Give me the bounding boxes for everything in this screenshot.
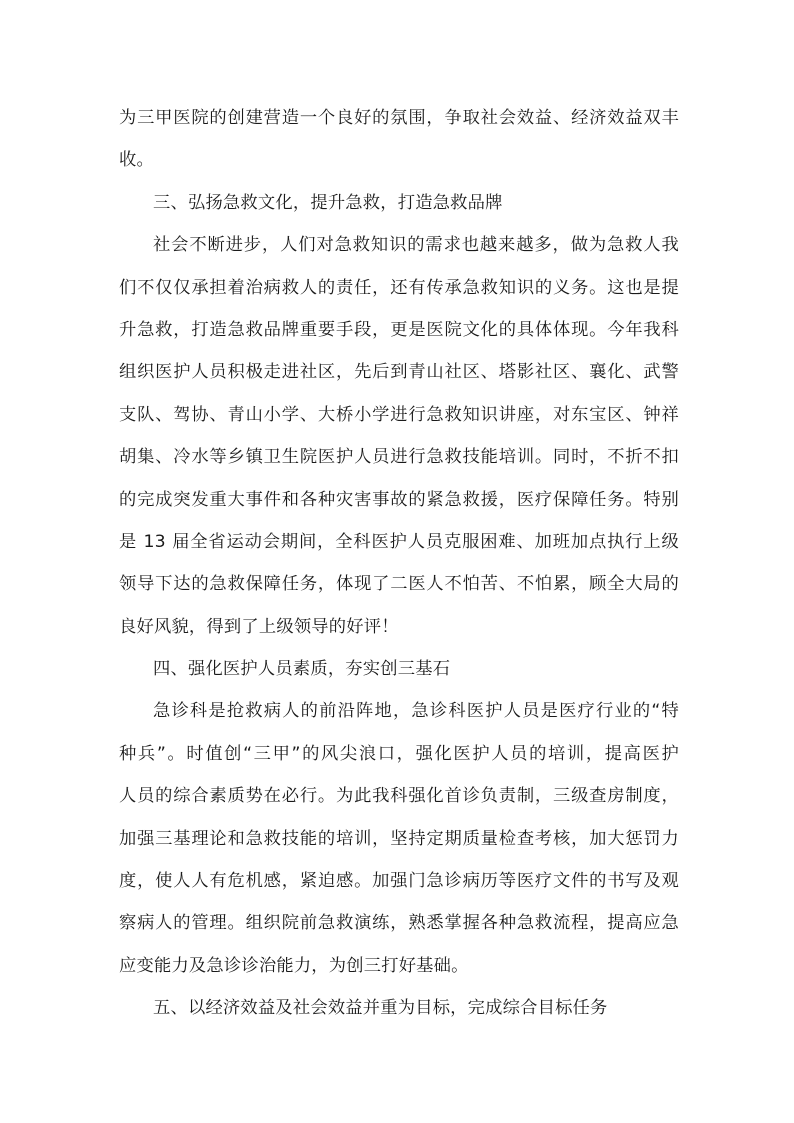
paragraph-line: 组织医护人员积极走进社区，先后到青山社区、塔影社区、襄化、武警: [119, 362, 679, 383]
paragraph-line: 升急救，打造急救品牌重要手段，更是医院文化的具体体现。今年我科: [119, 319, 679, 340]
paragraph-line: 应变能力及急诊诊治能力，为创三打好基础。: [119, 955, 469, 976]
section-heading: 三、弘扬急救文化，提升急救，打造急救品牌: [153, 192, 503, 213]
section-heading: 五、以经济效益及社会效益并重为目标，完成综合目标任务: [153, 998, 608, 1019]
paragraph-line: 是 13 届全省运动会期间，全科医护人员克服困难、加班加点执行上级: [119, 531, 679, 552]
paragraph-line: 们不仅仅承担着治病救人的责任，还有传承急救知识的义务。这也是提: [119, 277, 679, 298]
paragraph-line: 加强三基理论和急救技能的培训，坚持定期质量检查考核，加大惩罚力: [119, 828, 679, 849]
paragraph-line: 胡集、冷水等乡镇卫生院医护人员进行急救技能培训。同时，不折不扣: [119, 447, 679, 468]
paragraph-line: 收。: [119, 150, 154, 171]
paragraph-line: 人员的综合素质势在必行。为此我科强化首诊负责制，三级查房制度，: [119, 786, 679, 807]
paragraph-line: 为三甲医院的创建营造一个良好的氛围，争取社会效益、经济效益双丰: [119, 108, 679, 128]
document-body: [119, 97, 679, 1030]
paragraph-line: 的完成突发重大事件和各种灾害事故的紧急救援，医疗保障任务。特别: [119, 489, 679, 510]
paragraph-line: 良好风貌，得到了上级领导的好评！: [119, 616, 399, 637]
paragraph-line: 种兵”。时值创“三甲”的风尖浪口，强化医护人员的培训，提高医护: [119, 743, 679, 764]
paragraph-line: 度，使人人有危机感，紧迫感。加强门急诊病历等医疗文件的书写及观: [119, 871, 679, 892]
section-heading: 四、强化医护人员素质，夯实创三基石: [153, 659, 451, 680]
paragraph-line: 急诊科是抢救病人的前沿阵地，急诊科医护人员是医疗行业的“特: [153, 701, 679, 722]
paragraph-line: 社会不断进步，人们对急救知识的需求也越来越多，做为急救人我: [153, 235, 679, 256]
paragraph-line: 支队、驾协、青山小学、大桥小学进行急救知识讲座，对东宝区、钟祥: [119, 404, 679, 425]
paragraph-line: 领导下达的急救保障任务，体现了二医人不怕苦、不怕累，顾全大局的: [119, 574, 679, 595]
paragraph-line: 察病人的管理。组织院前急救演练，熟悉掌握各种急救流程，提高应急: [119, 913, 679, 934]
